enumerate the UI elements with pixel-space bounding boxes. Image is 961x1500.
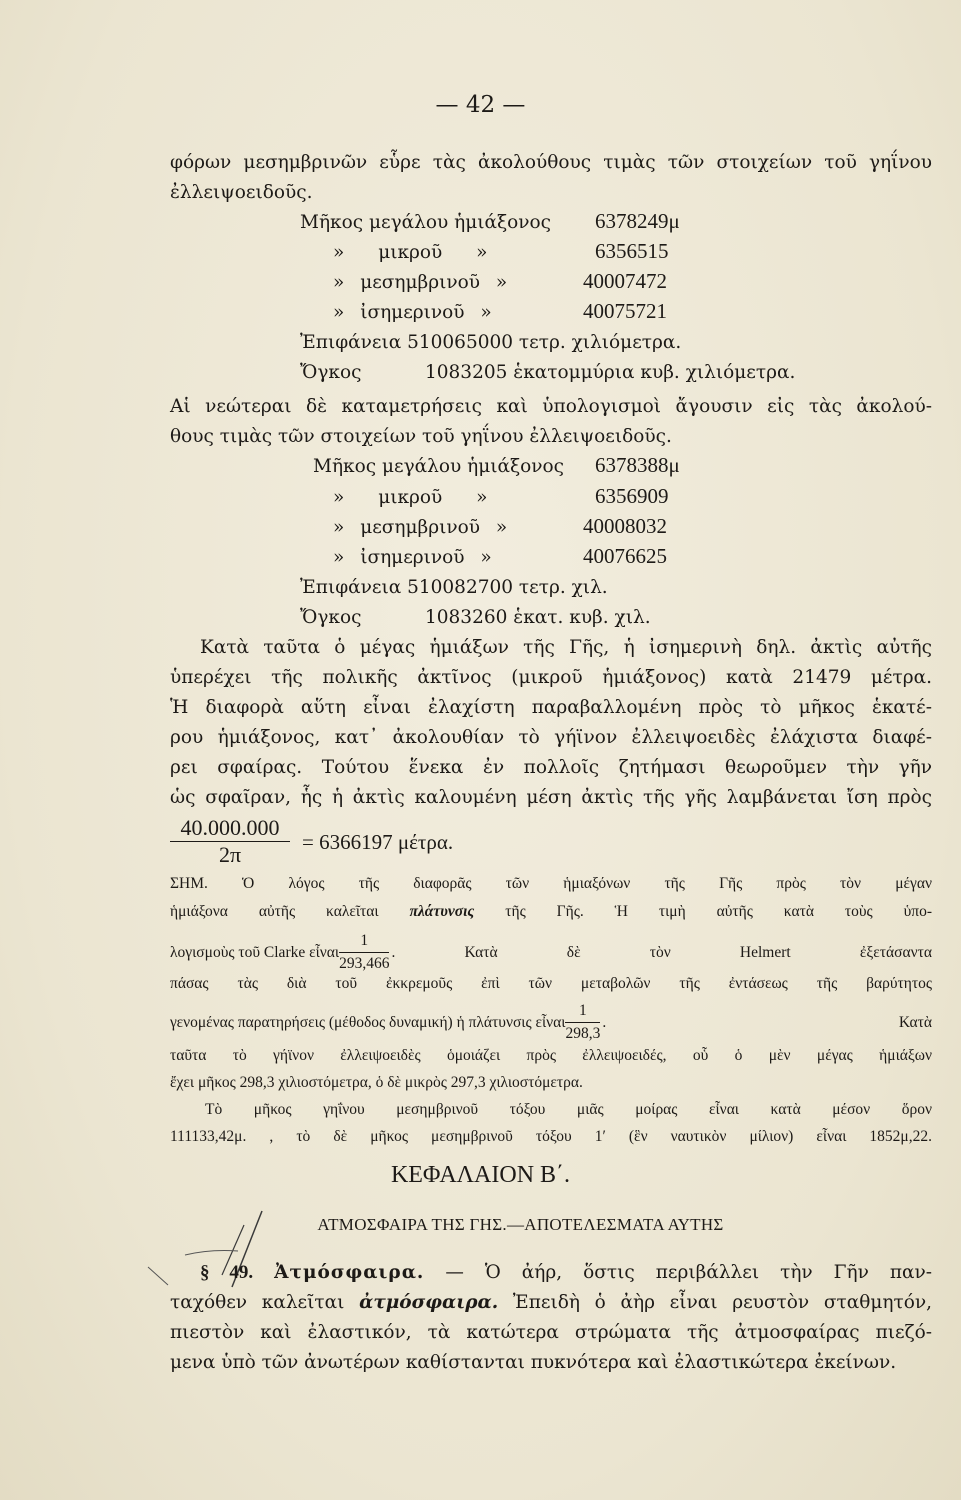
- note-line-4: πάσας τὰς διὰ τοῦ ἐκκρεμοῦς ἐπὶ τῶν μεταβολῶν τῆς ἐντάσεως τῆς βαρύτητος: [170, 975, 932, 992]
- note-line-2a: ἡμιάξονα αὐτῆς καλεῖται: [170, 903, 379, 920]
- set1-r1-label: Μῆκος μεγάλου ἡμιάξονος: [300, 212, 552, 233]
- conclusion-line-1: Κατὰ ταῦτα ὁ μέγας ἡμιάξων τῆς Γῆς, ἡ ἰσημερινὴ δηλ. ἀκτὶς αὐτῆς: [200, 637, 932, 658]
- formula-numerator: 40.000.000: [170, 815, 290, 842]
- set1-r1-value: 6378249μ: [595, 209, 680, 233]
- chapter-title: ΚΕΦΑΛΑΙΟΝ Β΄.: [390, 1162, 571, 1188]
- set1-volume: 1083205 ἑκατομμύρια κυβ. χιλιόμετρα.: [425, 362, 796, 383]
- intro-line-1: φόρων μεσημβρινῶν εὗρε τὰς ἀκολούθους τιμὰς τῶν στοιχείων τοῦ γηΐνου: [170, 152, 932, 173]
- conclusion-line-5: ρει σφαίρας. Τούτου ἕνεκα ἐν πολλοῖς ζητήμασι θεωροῦμεν τὴν γῆν: [170, 757, 932, 778]
- conclusion-line-3: Ἡ διαφορὰ αὕτη εἶναι ἐλαχίστη παραβαλλομένη πρὸς τὸ μῆκος ἑκατέ-: [170, 697, 932, 718]
- conclusion-line-6: ὡς σφαῖραν, ἧς ἡ ἀκτὶς καλουμένη μέση ἀκτὶς τῆς γῆς λαμβάνεται ἴση πρὸς: [170, 787, 932, 808]
- set2-r1-label: Μῆκος μεγάλου ἡμιάξονος: [313, 456, 565, 477]
- intro-line-2: ἐλλειψοειδοῦς.: [170, 182, 313, 203]
- note-term-platynsis: πλάτυνσις: [409, 903, 475, 920]
- note-line-5b: . Κατὰ: [602, 1013, 932, 1031]
- set2-r3-value: 40008032: [583, 514, 667, 538]
- note-line-9: 111133,42μ. , τὸ δὲ μῆκος μεσημβρινοῦ τόξου 1′ (ἓν ναυτικὸν μίλιον) εἶναι 1852μ,22.: [170, 1128, 932, 1145]
- set1-r4-value: 40075721: [583, 299, 667, 323]
- recent-line-1: Αἱ νεώτεραι δὲ καταμετρήσεις καὶ ὑπολογισμοὶ ἄγουσιν εἰς τὰς ἀκολού-: [170, 396, 932, 417]
- set1-r2-label: » μικροῦ »: [333, 242, 488, 263]
- note-line-5a: γενομένας παρατηρήσεις (μέθοδος δυναμική) ἡ πλάτυνσις εἶναι: [170, 1013, 566, 1031]
- note-line-2: [170, 898, 932, 926]
- clarke-fraction: [339, 930, 389, 975]
- section-line-2a: ταχόθεν καλεῖται: [170, 1292, 345, 1313]
- set2-r4-value: 40076625: [583, 544, 667, 568]
- set2-r2-value: 6356909: [595, 484, 669, 508]
- note-line-2c: τῆς Γῆς. Ἡ τιμὴ αὐτῆς κατὰ τοὺς ὑπο-: [505, 903, 932, 920]
- formula-result: = 6366197 μέτρα.: [302, 830, 454, 854]
- set2-r2-label: » μικροῦ »: [333, 487, 488, 508]
- set2-r3-label: » μεσημβρινοῦ »: [333, 517, 508, 538]
- helmert-fraction: [565, 1000, 600, 1045]
- section-line-1-rest: — Ὁ ἀήρ, ὅστις περιβάλλει τὴν Γῆν παν-: [445, 1262, 932, 1283]
- note-line-8: Τὸ μῆκος γηΐνου μεσημβρινοῦ τόξου μιᾶς μοίρας εἶναι κατὰ μέσον ὅρον: [205, 1101, 932, 1118]
- note-line-6: ταῦτα τὸ γήϊνον ἐλλειψοειδὲς ὁμοιάζει πρὸς ἐλλειψοειδές, οὗ ὁ μὲν μέγας ἡμιάξων: [170, 1047, 932, 1064]
- clarke-denominator: 293,466: [339, 955, 390, 972]
- set1-r3-value: 40007472: [583, 269, 667, 293]
- set2-r1-value: 6378388μ: [595, 453, 680, 477]
- set2-volume: 1083260 ἑκατ. κυβ. χιλ.: [425, 607, 651, 628]
- formula-denominator: 2π: [218, 842, 242, 867]
- set1-r4-label: » ἰσημερινοῦ »: [333, 302, 492, 323]
- note-line-3b: . Κατὰ δὲ τὸν Helmert ἐξετάσαντα: [391, 943, 932, 961]
- section-line-2c: Ἐπειδὴ ὁ ἀὴρ εἶναι ρευστὸν σταθμητόν,: [512, 1292, 932, 1313]
- section-line-1: [200, 1258, 932, 1288]
- note-line-7: ἔχει μῆκος 298,3 χιλιοστόμετρα, ὁ δὲ μικρὸς 297,3 χιλιοστόμετρα.: [170, 1074, 583, 1091]
- set2-volume-label: Ὄγκος: [300, 607, 362, 628]
- chapter-subtitle: ΑΤΜΟΣΦΑΙΡΑ ΤΗΣ ΓΗΣ.—ΑΠΟΤΕΛΕΣΜΑΤΑ ΑΥΤΗΣ: [317, 1215, 724, 1234]
- section-line-2: [170, 1288, 932, 1318]
- conclusion-line-2: ὑπερέχει τῆς πολικῆς ἀκτῖνος (μικροῦ ἡμιάξονος) κατὰ 21479 μέτρα.: [170, 667, 932, 688]
- section-number: § 49.: [200, 1262, 254, 1283]
- section-term-atmosphere: ἀτμόσφαιρα.: [359, 1292, 499, 1313]
- conclusion-line-4: ρου ἡμιάξονος, κατ᾽ ἀκολουθίαν τὸ γήϊνον ἐλλειψοειδὲς ἐλάχιστα διαφέ-: [170, 727, 932, 748]
- clarke-numerator: 1: [339, 930, 389, 953]
- set1-surface: Ἐπιφάνεια 510065000 τετρ. χιλιόμετρα.: [300, 332, 682, 353]
- recent-line-2: θους τιμὰς τῶν στοιχείων τοῦ γηΐνου ἐλλειψοειδοῦς.: [170, 426, 672, 447]
- set1-r2-value: 6356515: [595, 239, 669, 263]
- section-title: Ἀτμόσφαιρα.: [274, 1262, 425, 1283]
- set1-r3-label: » μεσημβρινοῦ »: [333, 272, 508, 293]
- set1-volume-label: Ὄγκος: [300, 362, 362, 383]
- helmert-numerator: 1: [565, 1000, 600, 1023]
- note-line-5: [170, 1000, 932, 1045]
- section-line-4: μενα ὑπὸ τῶν ἀνωτέρων καθίστανται πυκνότερα καὶ ἐλαστικώτερα ἐκείνων.: [170, 1352, 897, 1373]
- set2-surface: Ἐπιφάνεια 510082700 τετρ. χιλ.: [300, 577, 608, 598]
- note-line-3a: λογισμοὺς τοῦ Clarke εἶναι: [170, 943, 340, 961]
- note-line-3: [170, 930, 932, 975]
- formula-fraction: [170, 815, 290, 868]
- note-line-1: ΣΗΜ. Ὁ λόγος τῆς διαφορᾶς τῶν ἡμιαξόνων τῆς Γῆς πρὸς τὸν μέγαν: [170, 875, 932, 892]
- set2-r4-label: » ἰσημερινοῦ »: [333, 547, 492, 568]
- page-number: — 42 —: [435, 92, 526, 118]
- section-line-3: πιεστὸν καὶ ἐλαστικόν, τὰ κατώτερα στρώματα τῆς ἀτμοσφαίρας πιεζό-: [170, 1322, 932, 1343]
- helmert-denominator: 298,3: [565, 1025, 601, 1042]
